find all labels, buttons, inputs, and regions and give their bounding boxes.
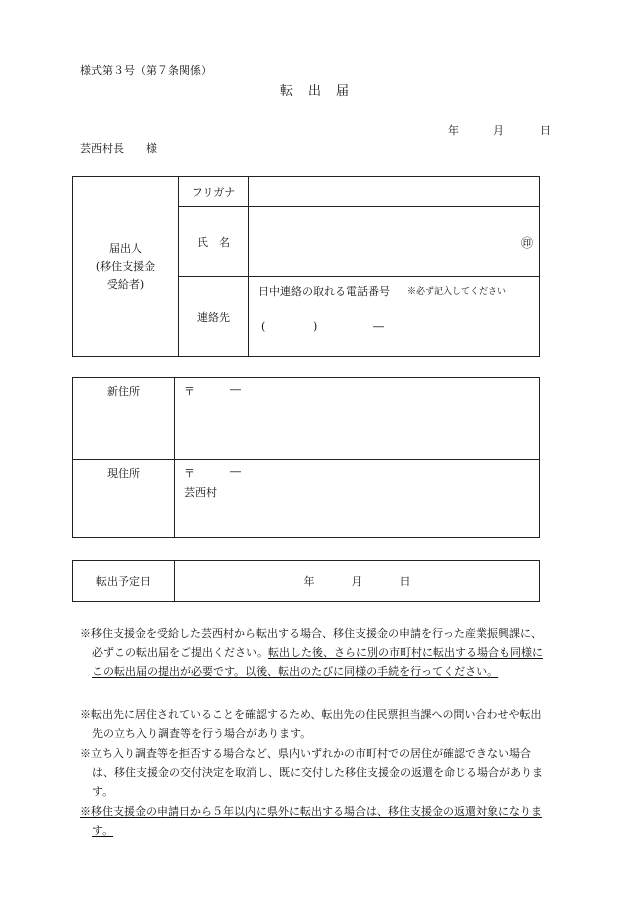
move-date-day: 日: [399, 575, 411, 588]
note-3: [80, 744, 550, 801]
contact-heading: 日中連絡の取れる電話番号: [258, 285, 390, 298]
current-postal-dash: ―: [230, 465, 241, 478]
addressee: 芸西村長 様: [80, 142, 157, 155]
applicant-sub-label: 受給者): [106, 277, 145, 291]
page-title: 転 出 届: [279, 84, 350, 99]
phone-open-paren: (: [261, 320, 266, 333]
note-1-underlined: 転出した後、さらに別の市町村に転出する場合も同様にこの転出届の提出が必要です。以後、転出のたびに同様の手続を行ってください。: [92, 646, 543, 678]
applicant-label: 届出人: [109, 241, 142, 255]
schedule-table: [72, 560, 540, 602]
name-field[interactable]: [249, 207, 540, 277]
new-address-label: 新住所: [73, 378, 175, 460]
date-year-label: 年: [448, 124, 459, 137]
current-address-label: 現住所: [73, 460, 175, 538]
applicant-group-cell: [73, 177, 179, 357]
note-4-text: ※移住支援金の申請日から５年以内に県外に転出する場合は、移住支援金の返還対象になります。: [80, 805, 542, 837]
current-address-prefix: 芸西村: [184, 486, 217, 499]
note-1-part1: ※移住支援金を受給した芸西村から転出する場合、移住支援金の申請を行った産業振興課に、必ずこの転出届をご提出ください。: [80, 627, 542, 659]
new-postal-dash: ―: [230, 383, 241, 396]
contact-field[interactable]: [249, 277, 540, 357]
date-month-label: 月: [493, 124, 504, 137]
move-date-month: 月: [351, 575, 363, 588]
contact-label: 連絡先: [179, 277, 249, 357]
date-day-label: 日: [540, 124, 551, 137]
furigana-field[interactable]: [249, 177, 540, 207]
current-postal-mark-icon: 〒: [184, 467, 195, 480]
furigana-label: フリガナ: [179, 177, 249, 207]
form-number: 様式第３号（第７条関係）: [80, 64, 212, 77]
applicant-sub-label: (移住支援金: [95, 259, 156, 273]
note-2: [80, 705, 550, 743]
note-1-text: [80, 624, 550, 681]
note-2-text: ※転出先に居住されていることを確認するため、転出先の住民票担当課への問い合わせや転出先の立ち入り調査等を行う場合があります。: [80, 708, 542, 740]
move-date-field[interactable]: [175, 561, 540, 602]
phone-close-paren: ): [313, 320, 318, 333]
address-table: [72, 377, 540, 538]
applicant-table: [72, 176, 540, 357]
phone-dash: ―: [373, 320, 384, 333]
note-3-text: ※立ち入り調査等を拒否する場合など、県内いずれかの市町村での居住が確認できない場合は、移住支援金の交付決定を取消し、既に交付した移住支援金の返還を命じる場合があります。: [80, 747, 543, 798]
contact-required-note: ※必ず記入してください: [407, 287, 507, 297]
note-4: [80, 802, 550, 840]
move-date-label: 転出予定日: [73, 561, 175, 602]
current-address-field[interactable]: [175, 460, 540, 538]
seal-mark-icon: ㊞: [520, 236, 533, 250]
new-postal-mark-icon: 〒: [184, 385, 195, 398]
move-date-year: 年: [303, 575, 315, 588]
new-address-field[interactable]: [175, 378, 540, 460]
name-label: 氏 名: [179, 207, 249, 277]
note-1: [80, 624, 550, 681]
